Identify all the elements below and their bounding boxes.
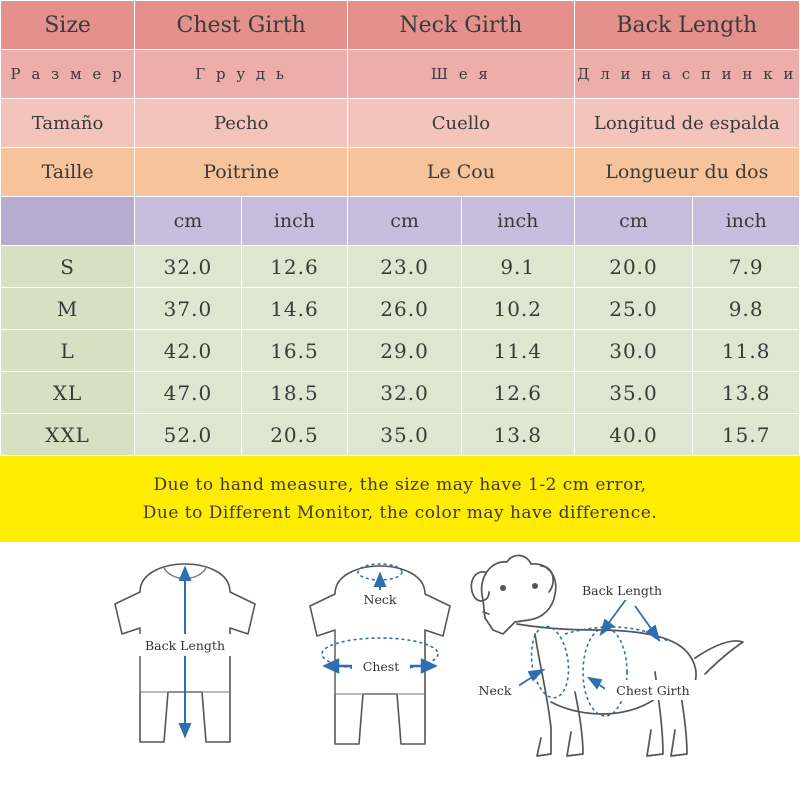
header-size-fr: Taille	[1, 148, 135, 197]
header-neck-fr: Le Cou	[348, 148, 574, 197]
header-back-fr: Longueur du dos	[574, 148, 799, 197]
cell-neck-inch: 11.4	[461, 330, 574, 372]
header-size-en: Size	[1, 1, 135, 50]
cell-back-inch: 11.8	[693, 330, 800, 372]
header-back-ru: Д л и н а с п и н к и	[574, 50, 799, 99]
cell-back-cm: 25.0	[574, 288, 693, 330]
header-neck-es: Cuello	[348, 99, 574, 148]
cell-back-cm: 20.0	[574, 246, 693, 288]
cell-chest-inch: 20.5	[241, 414, 348, 456]
table-row	[1, 246, 800, 288]
cell-back-inch: 7.9	[693, 246, 800, 288]
cell-neck-cm: 23.0	[348, 246, 462, 288]
table-row-header-en	[1, 1, 800, 50]
cell-chest-inch: 18.5	[241, 372, 348, 414]
figure2-label-neck: Neck	[363, 592, 397, 607]
figure-garment-neck-chest	[280, 542, 480, 772]
cell-size: S	[1, 246, 135, 288]
table-row-header-es	[1, 99, 800, 148]
units-back-cm: cm	[574, 197, 693, 246]
header-back-es: Longitud de espalda	[574, 99, 799, 148]
cell-neck-cm: 35.0	[348, 414, 462, 456]
figure-panel	[0, 542, 800, 787]
table-row	[1, 288, 800, 330]
header-chest-ru: Г р у д ь	[135, 50, 348, 99]
figure-dog-measurements	[455, 542, 755, 777]
cell-back-cm: 40.0	[574, 414, 693, 456]
measurement-note	[0, 456, 800, 542]
cell-chest-inch: 16.5	[241, 330, 348, 372]
units-blank	[1, 197, 135, 246]
cell-neck-cm: 26.0	[348, 288, 462, 330]
figure-garment-back-length	[80, 542, 290, 772]
cell-neck-inch: 9.1	[461, 246, 574, 288]
units-back-inch: inch	[693, 197, 800, 246]
cell-back-inch: 9.8	[693, 288, 800, 330]
header-chest-en: Chest Girth	[135, 1, 348, 50]
cell-size: XXL	[1, 414, 135, 456]
table-row-header-fr	[1, 148, 800, 197]
cell-neck-cm: 29.0	[348, 330, 462, 372]
cell-back-inch: 15.7	[693, 414, 800, 456]
cell-chest-inch: 14.6	[241, 288, 348, 330]
cell-size: XL	[1, 372, 135, 414]
cell-chest-cm: 47.0	[135, 372, 242, 414]
header-neck-ru: Ш е я	[348, 50, 574, 99]
table-row	[1, 414, 800, 456]
units-chest-cm: cm	[135, 197, 242, 246]
figure3-label-back: Back Length	[581, 583, 663, 598]
figure3-label-neck: Neck	[478, 683, 512, 698]
units-neck-inch: inch	[461, 197, 574, 246]
note-line-1: Due to hand measure, the size may have 1-2 cm error,	[153, 475, 647, 495]
figure3-label-chest: Chest Girth	[616, 683, 690, 698]
header-size-es: Tamaño	[1, 99, 135, 148]
cell-neck-cm: 32.0	[348, 372, 462, 414]
units-chest-inch: inch	[241, 197, 348, 246]
cell-size: L	[1, 330, 135, 372]
cell-neck-inch: 10.2	[461, 288, 574, 330]
table-row-header-ru	[1, 50, 800, 99]
units-neck-cm: cm	[348, 197, 462, 246]
table-row	[1, 330, 800, 372]
cell-neck-inch: 13.8	[461, 414, 574, 456]
header-chest-fr: Poitrine	[135, 148, 348, 197]
cell-neck-inch: 12.6	[461, 372, 574, 414]
note-line-2: Due to Different Monitor, the color may have difference.	[142, 503, 658, 523]
header-back-en: Back Length	[574, 1, 799, 50]
cell-chest-inch: 12.6	[241, 246, 348, 288]
figure2-label-chest: Chest	[362, 659, 400, 674]
table-row	[1, 372, 800, 414]
cell-chest-cm: 32.0	[135, 246, 242, 288]
cell-back-cm: 35.0	[574, 372, 693, 414]
table-row-units	[1, 197, 800, 246]
header-chest-es: Pecho	[135, 99, 348, 148]
cell-chest-cm: 42.0	[135, 330, 242, 372]
cell-chest-cm: 37.0	[135, 288, 242, 330]
cell-back-inch: 13.8	[693, 372, 800, 414]
figure1-label: Back Length	[144, 638, 226, 653]
header-neck-en: Neck Girth	[348, 1, 574, 50]
cell-size: M	[1, 288, 135, 330]
cell-chest-cm: 52.0	[135, 414, 242, 456]
header-size-ru: Р а з м е р	[1, 50, 135, 99]
cell-back-cm: 30.0	[574, 330, 693, 372]
